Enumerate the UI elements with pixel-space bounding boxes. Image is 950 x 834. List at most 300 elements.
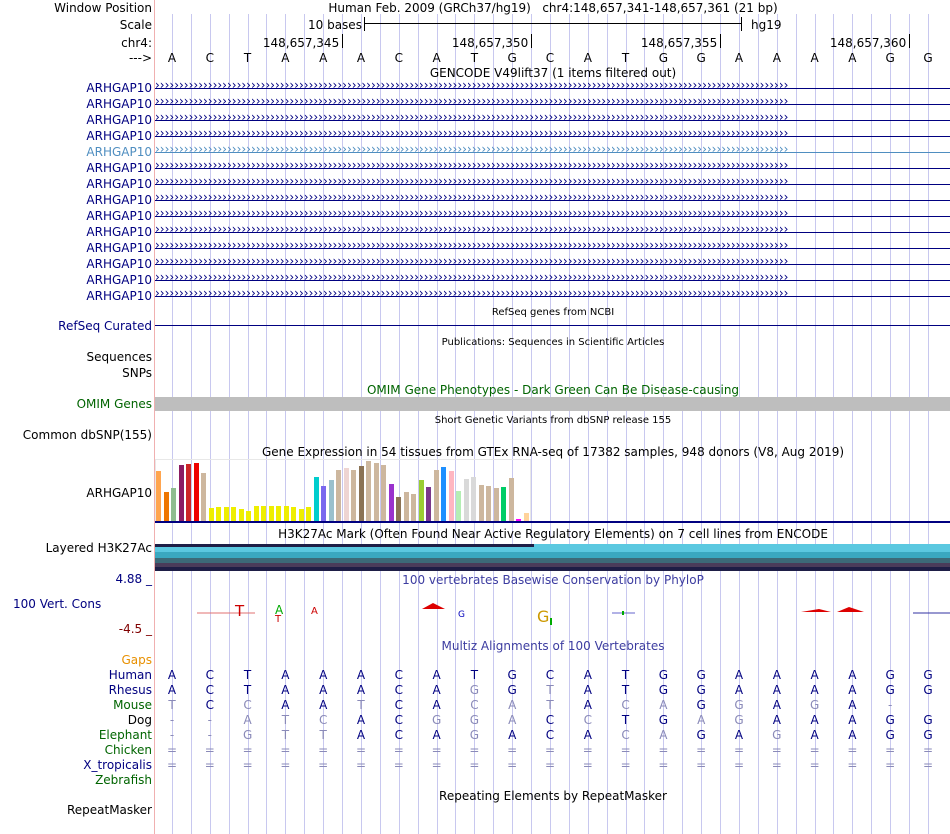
gencode-transcript[interactable] [155, 174, 950, 191]
gtex-tissue-bar[interactable] [336, 470, 341, 521]
gtex-tissue-bar[interactable] [179, 465, 184, 521]
multiz-base: C [470, 698, 479, 712]
multiz-base: - [888, 698, 893, 712]
gtex-tissue-bar[interactable] [194, 463, 199, 521]
gtex-tissue-bar[interactable] [351, 470, 356, 521]
strand-chevrons: ›››››››››››››››››››››››››››››››››››››››››››››››››››››››››››››››››››››››››››››››››››››››››››››››››››››››››››››››››››››››››››››››››››› [155, 142, 789, 156]
gencode-transcript[interactable] [155, 238, 950, 255]
multiz-base: = [620, 758, 631, 772]
gtex-tissue-bar[interactable] [389, 484, 394, 521]
multiz-base: A [848, 713, 857, 727]
dna-base: C [205, 51, 214, 65]
gencode-transcript-label[interactable]: ARHGAP10 [86, 273, 152, 287]
multiz-base: G [923, 713, 933, 727]
multiz-base: = [355, 758, 367, 772]
gencode-transcript-label[interactable]: ARHGAP10 [86, 209, 152, 223]
multiz-base: A [356, 728, 366, 742]
gencode-transcript[interactable] [155, 254, 950, 271]
gtex-tissue-bar[interactable] [186, 464, 191, 521]
multiz-base: A [583, 698, 592, 712]
multiz-base: A [734, 683, 744, 697]
multiz-base: = [204, 758, 215, 772]
multiz-base: T [470, 668, 479, 682]
multiz-base: A [281, 683, 290, 697]
gtex-tissue-bar[interactable] [494, 488, 499, 521]
label-gtex-gene[interactable]: ARHGAP10 [86, 486, 152, 500]
strand-chevrons: ›››››››››››››››››››››››››››››››››››››››››››››››››››››››››››››››››››››››››››››››››››››››››››››››››››››››››››››››››››››››››››››››››››› [155, 78, 789, 92]
multiz-base: G [885, 668, 895, 682]
multiz-base: = [280, 743, 291, 757]
gtex-tissue-bar[interactable] [501, 487, 506, 521]
gtex-tissue-bar[interactable] [426, 487, 431, 521]
label-gaps[interactable]: Gaps [121, 653, 152, 667]
multiz-base: = [431, 758, 442, 772]
multiz-base: G [507, 683, 517, 697]
gencode-transcript-label[interactable]: ARHGAP10 [86, 145, 152, 159]
dna-base: A [734, 51, 744, 65]
multiz-base: C [394, 668, 403, 682]
multiz-base: A [659, 698, 668, 712]
multiz-base: = [280, 758, 291, 772]
multiz-base: C [394, 698, 403, 712]
multiz-base: A [772, 713, 781, 727]
multiz-base: = [809, 743, 820, 757]
multiz-base: = [507, 743, 518, 757]
multiz-base: = [431, 743, 442, 757]
multiz-base: T [546, 683, 554, 697]
phylop-letter-t2: T [275, 614, 282, 625]
dna-base: A [432, 51, 441, 65]
multiz-base: C [621, 698, 630, 712]
multiz-base: T [621, 713, 630, 727]
ruler-assembly: Human Feb. 2009 (GRCh37/hg19) [328, 1, 531, 15]
h3k27ac-layered-signal[interactable] [155, 544, 950, 571]
multiz-species-label[interactable]: X_tropicalis [83, 758, 152, 772]
phylop-letter-c1: G [537, 607, 550, 626]
multiz-base: G [658, 668, 669, 682]
multiz-base: A [583, 668, 592, 682]
multiz-base: = [507, 758, 518, 772]
multiz-base: G [658, 713, 669, 727]
multiz-base: G [696, 668, 706, 682]
gencode-transcript[interactable] [155, 78, 950, 95]
gtex-tissue-bar[interactable] [171, 488, 176, 521]
gtex-tissue-bar[interactable] [306, 507, 311, 521]
multiz-base: A [281, 668, 290, 682]
multiz-base: C [583, 713, 592, 727]
scale-bar [364, 23, 741, 24]
multiz-base: T [281, 713, 290, 727]
multiz-base: = [544, 743, 556, 757]
gtex-tissue-bar[interactable] [321, 486, 326, 521]
multiz-base: - [169, 728, 175, 742]
gtex-tissue-bar[interactable] [441, 467, 446, 521]
gtex-tissue-bar[interactable] [231, 507, 236, 521]
gtex-tissue-bar[interactable] [314, 477, 319, 521]
refseq-title: RefSeq genes from NCBI [491, 307, 615, 318]
gtex-tissue-bar[interactable] [261, 506, 266, 521]
phylop-letter-a1: A [275, 603, 284, 617]
multiz-base: = [771, 743, 782, 757]
multiz-base: A [848, 728, 857, 742]
multiz-base: G [469, 683, 480, 697]
multiz-species-label[interactable]: Mouse [113, 698, 152, 712]
strand-chevrons: ›››››››››››››››››››››››››››››››››››››››››››››››››››››››››››››››››››››››››››››››››››››››››››››››››››››››››››››››››››››››››››››››››››› [155, 158, 789, 172]
multiz-base: - [207, 728, 212, 742]
multiz-base: G [885, 713, 895, 727]
gencode-transcript[interactable] [155, 286, 950, 303]
dna-base: T [243, 51, 252, 65]
phylop-letter-g1: G [458, 610, 465, 620]
multiz-base: = [733, 758, 745, 772]
gtex-tissue-bar[interactable] [239, 509, 244, 521]
scale-text: 10 bases [308, 18, 362, 32]
label-repeatmasker[interactable]: RepeatMasker [66, 803, 152, 817]
multiz-base: G [734, 698, 744, 712]
label-chrom: chr4: [121, 36, 152, 50]
multiz-base: A [848, 668, 857, 682]
dna-base: A [772, 51, 781, 65]
gencode-transcript-label[interactable]: ARHGAP10 [86, 241, 152, 255]
strand-chevrons: ›››››››››››››››››››››››››››››››››››››››››››››››››››››››››››››››››››››››››››››››››››››››››››››››››››››››››››››››››››››››››››››››››››› [155, 270, 789, 284]
gencode-transcript[interactable] [155, 126, 950, 143]
gtex-tissue-bar[interactable] [404, 492, 409, 521]
multiz-base: = [809, 758, 820, 772]
label-strand[interactable]: ---> [128, 51, 152, 65]
multiz-base: = [847, 743, 858, 757]
multiz-base: C [243, 698, 252, 712]
multiz-base: A [734, 668, 744, 682]
multiz-base: A [319, 683, 328, 697]
label-common-dbsnp[interactable]: Common dbSNP(155) [22, 428, 152, 442]
multiz-base: G [658, 683, 669, 697]
multiz-base: A [319, 698, 328, 712]
scale-bar-left-tick [364, 17, 365, 31]
label-refseq[interactable]: RefSeq Curated [58, 319, 152, 333]
multiz-base: G [696, 698, 706, 712]
multiz-base: T [319, 728, 327, 742]
gtex-tissue-bar[interactable] [224, 507, 229, 521]
gencode-transcript-label[interactable]: ARHGAP10 [86, 129, 152, 143]
coordinate-label: 148,657,355 [640, 36, 718, 50]
dna-base: T [621, 51, 630, 65]
dna-base: C [394, 51, 403, 65]
multiz-base: A [319, 668, 328, 682]
label-omim[interactable]: OMIM Genes [76, 397, 152, 411]
gtex-tissue-bar[interactable] [284, 506, 289, 521]
ruler-header [328, 1, 777, 15]
multiz-base: A [583, 683, 592, 697]
multiz-base: C [394, 713, 403, 727]
multiz-base: C [394, 683, 403, 697]
multiz-base: = [544, 758, 556, 772]
multiz-base: G [696, 683, 706, 697]
gencode-transcript[interactable] [155, 110, 950, 127]
gtex-tissue-bar[interactable] [509, 478, 514, 521]
multiz-base: A [848, 683, 857, 697]
multiz-base: A [659, 728, 668, 742]
multiz-base: G [696, 728, 706, 742]
gencode-transcript[interactable] [155, 158, 950, 175]
gtex-tissue-bar[interactable] [156, 471, 161, 521]
multiz-base: A [167, 668, 177, 682]
multiz-base: = [318, 758, 329, 772]
multiz-base: A [243, 713, 252, 727]
multiz-base: A [508, 698, 517, 712]
multiz-base: G [885, 728, 895, 742]
gtex-tissue-bar[interactable] [434, 470, 439, 521]
multiz-base: G [734, 713, 744, 727]
multiz-base: = [696, 743, 707, 757]
multiz-base: T [281, 728, 290, 742]
gencode-transcript[interactable] [155, 206, 950, 223]
gtex-tissue-bar[interactable] [201, 473, 206, 521]
gencode-transcript[interactable] [155, 222, 950, 239]
gencode-transcript-label[interactable]: ARHGAP10 [86, 161, 152, 175]
multiz-base: G [772, 728, 782, 742]
multiz-base: A [508, 713, 517, 727]
multiz-base: G [923, 683, 933, 697]
multiz-base: C [205, 683, 214, 697]
multiz-base: - [169, 713, 175, 727]
multiz-base: A [697, 713, 706, 727]
pubs-title: Publications: Sequences in Scientific Articles [441, 337, 665, 348]
multiz-base: = [242, 743, 253, 757]
multiz-base: = [393, 743, 404, 757]
multiz-base: A [848, 698, 857, 712]
label-phylop-max: 4.88 _ [115, 572, 152, 586]
gencode-transcript-label[interactable]: ARHGAP10 [86, 113, 152, 127]
gtex-tissue-bar[interactable] [449, 471, 454, 521]
dna-base: A [167, 51, 177, 65]
coordinate-tick [342, 34, 343, 48]
phylop-letter-a2: A [311, 606, 318, 617]
dna-base: G [885, 51, 895, 65]
strand-chevrons: ›››››››››››››››››››››››››››››››››››››››››››››››››››››››››››››››››››››››››››››››››››››››››››››››››››››››››››››››››››››››››››››››››››› [155, 286, 789, 300]
multiz-base: G [885, 683, 895, 697]
coordinate-label: 148,657,350 [451, 36, 529, 50]
gtex-tissue-bar[interactable] [419, 480, 424, 521]
phylop-letter-t1: T [235, 602, 245, 620]
phylop-peak-1 [422, 603, 445, 609]
gencode-transcript-label[interactable]: ARHGAP10 [86, 97, 152, 111]
gtex-tissue-bar[interactable] [164, 492, 169, 521]
gtex-tissue-bar[interactable] [374, 463, 379, 521]
gencode-transcript-label[interactable]: ARHGAP10 [86, 289, 152, 303]
multiz-species-label[interactable]: Zebrafish [95, 773, 152, 787]
gtex-tissue-bar[interactable] [464, 479, 469, 521]
strand-chevrons: ›››››››››››››››››››››››››››››››››››››››››››››››››››››››››››››››››››››››››››››››››››››››››››››››››››››››››››››››››››››››››››››››››››› [155, 254, 789, 268]
gencode-transcript-label[interactable]: ARHGAP10 [86, 81, 152, 95]
scale-bar-right-tick [741, 17, 742, 31]
dna-base: A [810, 51, 819, 65]
multiz-base: = [166, 758, 178, 772]
multiz-base: A [508, 728, 517, 742]
phylop-peak-2 [801, 609, 831, 612]
gtex-tissue-bar[interactable] [524, 513, 529, 521]
multiz-base: = [620, 743, 631, 757]
label-sequences[interactable]: Sequences [86, 350, 152, 364]
gtex-tissue-bar[interactable] [254, 506, 259, 521]
coordinate-label: 148,657,345 [262, 36, 340, 50]
multiz-base: T [621, 683, 630, 697]
gencode-transcript[interactable] [155, 142, 950, 159]
multiz-base: C [621, 728, 630, 742]
gencode-transcript[interactable] [155, 190, 950, 207]
gtex-tissue-bar[interactable] [216, 507, 221, 521]
multiz-base: T [621, 668, 630, 682]
phylop-title: 100 vertebrates Basewise Conservation by PhyloP [402, 573, 704, 587]
gencode-title: GENCODE V49lift37 (1 items filtered out) [429, 66, 677, 80]
multiz-base: - [207, 713, 212, 727]
gencode-transcript-label[interactable]: ARHGAP10 [86, 193, 152, 207]
coordinate-label: 148,657,360 [829, 36, 907, 50]
multiz-base: A [734, 728, 744, 742]
gtex-tissue-bar[interactable] [381, 465, 386, 521]
gencode-transcript-label[interactable]: ARHGAP10 [86, 225, 152, 239]
gtex-tissue-bar[interactable] [396, 497, 401, 521]
dna-base: T [470, 51, 479, 65]
multiz-base: = [922, 758, 934, 772]
gtex-tissue-bar[interactable] [299, 509, 304, 521]
dna-base: C [545, 51, 555, 65]
track-labels [0, 0, 155, 834]
label-layered-h3k27ac[interactable]: Layered H3K27Ac [45, 541, 152, 555]
gtex-title: Gene Expression in 54 tissues from GTEx RNA-seq of 17382 samples, 948 donors (V8, Aug 2019) [261, 445, 845, 459]
multiz-base: C [545, 668, 555, 682]
multiz-base: A [810, 713, 819, 727]
dna-base: A [583, 51, 592, 65]
multiz-base: = [393, 758, 404, 772]
strand-chevrons: ›››››››››››››››››››››››››››››››››››››››››››››››››››››››››››››››››››››››››››››››››››››››››››››››››››››››››››››››››››››››››››››››››››› [155, 126, 789, 140]
dbsnp-title: Short Genetic Variants from dbSNP release 155 [434, 415, 672, 426]
multiz-base: G [469, 713, 480, 727]
multiz-base: T [168, 698, 176, 712]
multiz-species-label[interactable]: Elephant [98, 728, 152, 742]
multiz-base: C [205, 698, 214, 712]
multiz-base: A [772, 683, 781, 697]
gtex-tissue-bar[interactable] [329, 480, 334, 521]
multiz-base: G [469, 728, 480, 742]
multiz-base: G [242, 728, 253, 742]
multiz-base: C [545, 713, 555, 727]
gtex-gene-line [155, 521, 950, 523]
gtex-tissue-bar[interactable] [456, 491, 461, 521]
gtex-tissue-bar[interactable] [359, 466, 364, 521]
multiz-base: A [432, 728, 441, 742]
multiz-base: G [507, 668, 517, 682]
multiz-species-label[interactable]: Rhesus [108, 683, 152, 697]
multiz-base: C [205, 668, 214, 682]
multiz-base: A [356, 683, 366, 697]
multiz-base: A [167, 683, 177, 697]
label-snps[interactable]: SNPs [122, 366, 152, 380]
multiz-base: T [243, 668, 252, 682]
dna-base: A [848, 51, 857, 65]
multiz-base: = [355, 743, 367, 757]
multiz-base: A [356, 668, 366, 682]
dna-base: A [319, 51, 328, 65]
multiz-base: = [582, 743, 593, 757]
label-100-vert-cons[interactable]: 100 Vert. Cons [13, 597, 102, 611]
dna-base: G [696, 51, 706, 65]
gtex-tissue-bar[interactable] [479, 485, 484, 521]
multiz-base: A [281, 698, 290, 712]
multiz-base: G [809, 698, 820, 712]
multiz-base: = [733, 743, 745, 757]
h3k27ac-title: H3K27Ac Mark (Often Found Near Active Regulatory Elements) on 7 cell lines from ENCODE [278, 527, 828, 541]
multiz-species-label[interactable]: Chicken [104, 743, 152, 757]
dna-base: G [658, 51, 669, 65]
phylop-logo-track[interactable] [155, 600, 950, 630]
dna-base: A [356, 51, 366, 65]
strand-chevrons: ›››››››››››››››››››››››››››››››››››››››››››››››››››››››››››››››››››››››››››››››››››››››››››››››››››››››››››››››››››››››››››››››››››› [155, 222, 789, 236]
strand-chevrons: ›››››››››››››››››››››››››››››››››››››››››››››››››››››››››››››››››››››››››››››››››››››››››››››››››››››››››››››››››››››››››››››››››››› [155, 174, 789, 188]
multiz-base: G [923, 728, 933, 742]
multiz-base: A [432, 668, 441, 682]
dna-base: G [923, 51, 933, 65]
phylop-peak-3 [837, 607, 864, 612]
multiz-base: = [885, 743, 896, 757]
multiz-base: = [469, 743, 480, 757]
gtex-tissue-bar[interactable] [486, 486, 491, 521]
gtex-tissue-bar[interactable] [269, 506, 274, 521]
gtex-tissue-bar[interactable] [411, 494, 416, 521]
gtex-tissue-bar[interactable] [291, 507, 296, 521]
label-phylop-min: -4.5 _ [118, 622, 152, 636]
multiz-base: A [432, 698, 441, 712]
multiz-base: A [772, 668, 781, 682]
track-image[interactable] [155, 0, 950, 834]
multiz-base: A [583, 728, 592, 742]
multiz-base: C [394, 728, 403, 742]
gtex-tissue-bar[interactable] [366, 461, 371, 521]
dna-base: G [507, 51, 517, 65]
gencode-transcript[interactable] [155, 94, 950, 111]
strand-chevrons: ›››››››››››››››››››››››››››››››››››››››››››››››››››››››››››››››››››››››››››››››››››››››››››››››››››››››››››››››››››››››››››››››››››› [155, 190, 789, 204]
coordinate-tick [720, 34, 721, 48]
multiz-base: C [318, 713, 328, 727]
h3k27ac-layer-5 [155, 563, 950, 567]
gtex-tissue-bar[interactable] [209, 508, 214, 521]
gtex-tissue-bar[interactable] [471, 477, 476, 521]
multiz-species-label[interactable]: Dog [127, 713, 152, 727]
multiz-base: = [242, 758, 253, 772]
multiz-base: A [810, 683, 819, 697]
rmsk-title: Repeating Elements by RepeatMasker [439, 789, 667, 803]
multiz-title: Multiz Alignments of 100 Vertebrates [441, 639, 665, 653]
multiz-base: G [431, 713, 442, 727]
gencode-transcript[interactable] [155, 270, 950, 287]
gtex-tissue-bar[interactable] [276, 506, 281, 521]
label-scale: Scale [119, 18, 152, 32]
refseq-gene-line[interactable] [155, 325, 950, 326]
scale-db: hg19 [751, 18, 782, 32]
gencode-transcript-label[interactable]: ARHGAP10 [86, 177, 152, 191]
multiz-base: = [658, 743, 669, 757]
strand-chevrons: ›››››››››››››››››››››››››››››››››››››››››››››››››››››››››››››››››››››››››››››››››››››››››››››››››››››››››››››››››››››››››››››››››››› [155, 206, 789, 220]
multiz-base: A [432, 683, 441, 697]
coordinate-tick [909, 34, 910, 48]
h3k27ac-layer-2 [534, 544, 950, 552]
multiz-base: = [922, 743, 934, 757]
gtex-tissue-bar[interactable] [344, 468, 349, 521]
gencode-transcript-label[interactable]: ARHGAP10 [86, 257, 152, 271]
gtex-tissue-bar[interactable] [246, 511, 251, 521]
multiz-species-label[interactable]: Human [108, 668, 152, 682]
omim-gene-bar[interactable] [155, 397, 950, 411]
multiz-base: T [546, 698, 554, 712]
